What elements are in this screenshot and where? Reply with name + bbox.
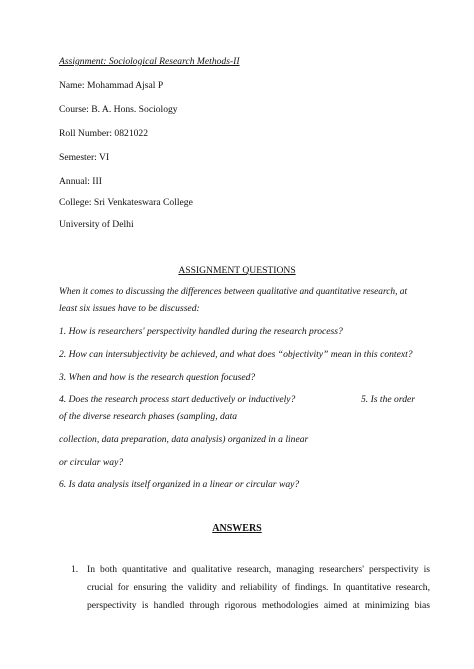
- roll-number: Roll Number: 0821022: [59, 128, 149, 139]
- answer-1-line-1: In both quantitative and qualitative research, managing researchers' perspectivity is: [87, 564, 430, 575]
- question-1: 1. How is researchers' perspectivity handled during the research process?: [59, 326, 343, 337]
- question-3: 3. When and how is the research question focused?: [59, 372, 256, 383]
- questions-heading: ASSIGNMENT QUESTIONS: [178, 265, 296, 276]
- answer-1-line-3: perspectivity is handled through rigorous methodologies aimed at minimizing bias: [87, 600, 430, 611]
- question-2: 2. How can intersubjectivity be achieved, and what does “objectivity” mean in this context?: [59, 349, 413, 360]
- answers-heading: ANSWERS: [212, 523, 262, 534]
- college: College: Sri Venkateswara College: [59, 197, 193, 208]
- university: University of Delhi: [59, 219, 134, 230]
- intro-line-2: least six issues have to be discussed:: [59, 303, 200, 314]
- semester: Semester: VI: [59, 152, 110, 163]
- intro-line-1: When it comes to discussing the differences between qualitative and quantitative research, at: [59, 287, 408, 297]
- answer-1-number: 1.: [71, 564, 79, 575]
- answer-1-line-2: crucial for ensuring the validity and reliability of findings. In quantitative research,: [87, 582, 430, 593]
- question-5-line-3: collection, data preparation, data analysis) organized in a linear: [59, 434, 309, 445]
- course: Course: B. A. Hons. Sociology: [59, 104, 178, 115]
- student-name: Name: Mohammad Ajsal P: [59, 80, 164, 91]
- question-5-start: 5. Is the order: [361, 394, 416, 405]
- question-5-line-2: of the diverse research phases (sampling, data: [59, 411, 238, 422]
- question-4: 4. Does the research process start deductively or inductively?: [59, 394, 296, 405]
- annual: Annual: III: [59, 176, 102, 187]
- question-6: 6. Is data analysis itself organized in a linear or circular way?: [59, 479, 300, 490]
- question-5-line-4: or circular way?: [59, 457, 124, 468]
- assignment-title: Assignment: Sociological Research Methods-II: [59, 56, 240, 67]
